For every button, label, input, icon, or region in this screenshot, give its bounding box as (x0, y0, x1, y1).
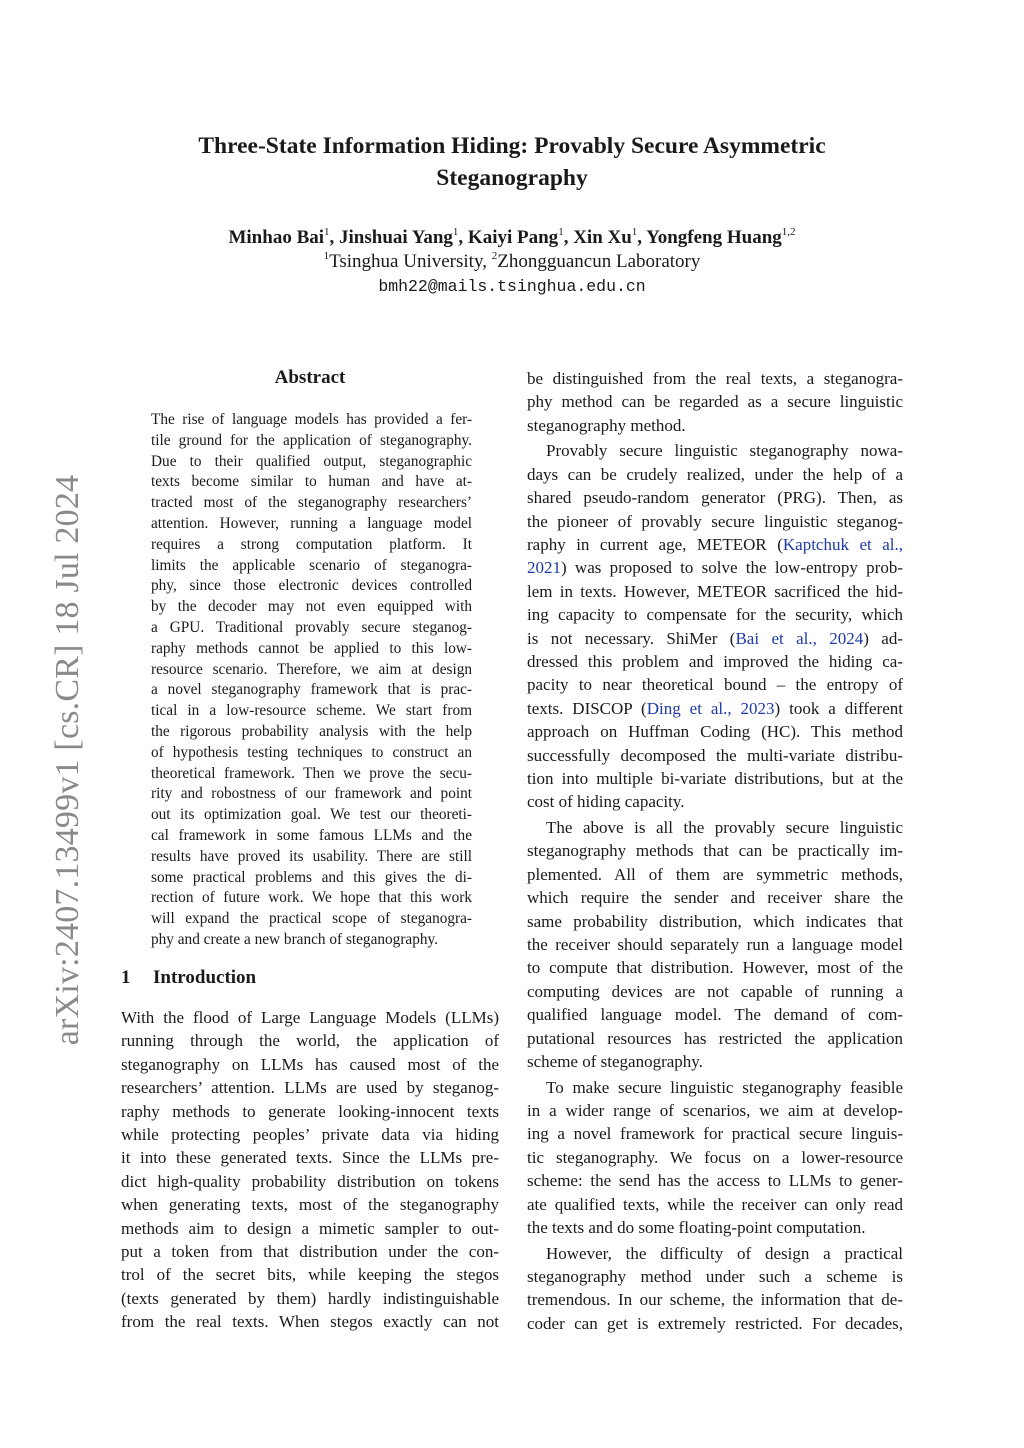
text-line: phy method can be regarded as a secure linguistic (527, 392, 903, 412)
text-line: the rigorous probability analysis with the help (151, 722, 472, 740)
citation-link[interactable]: Ding et al., 2023 (646, 698, 775, 718)
paper-title (0, 130, 1024, 194)
text-line: some practical problems and this gives the di- (151, 868, 472, 886)
text-line: Due to their qualified output, steganographic (151, 452, 472, 470)
text-line: will expand the practical scope of steganogra- (151, 910, 472, 928)
text-line: computing devices are not capable of running a (527, 981, 903, 1001)
text-line: running through the world, the application of (121, 1031, 499, 1051)
text-line: phy, since those electronic devices controlled (151, 577, 472, 595)
right-paragraph-3 (527, 816, 903, 1073)
text-line: tical in a low-resource scheme. We start from (151, 702, 472, 720)
text-line: qualified language model. The demand of com- (527, 1005, 903, 1025)
right-paragraph-2 (527, 439, 903, 813)
author-name: Jinshuai Yang (339, 227, 453, 248)
text-line: cost of hiding capacity. (527, 792, 685, 812)
affil-name: Zhongguancun Laboratory (497, 251, 701, 272)
author-affil-mark: 1,2 (781, 225, 796, 238)
text-line: resource scenario. Therefore, we aim at design (151, 660, 472, 678)
affiliations: $^1$Tsinghua University, $^2$Zhongguancun Laboratory (323, 249, 701, 272)
title-line: Three-State Information Hiding: Provably Secure Asymmetric (198, 133, 826, 159)
text-line: theoretical framework. Then we prove the secu- (151, 764, 472, 782)
text-line: attention. However, running a language model (151, 514, 472, 532)
text-line: out its optimization goal. We test our theoreti- (151, 806, 472, 824)
text-span: is not necessary. ShiMer ( (527, 628, 736, 648)
text-line (527, 556, 903, 579)
text-line: in a wider range of scenarios, we aim at develop- (527, 1101, 903, 1120)
right-paragraph-1 (527, 367, 903, 437)
title-line: Steganography (436, 165, 588, 191)
abstract-body (151, 410, 472, 951)
text-line: of hypothesis testing techniques to construct an (151, 743, 472, 761)
text-line: Provably secure linguistic steganography nowa- (546, 441, 903, 461)
text-span: texts. DISCOP ( (527, 698, 647, 718)
text-line: the texts and do some floating-point computation. (527, 1217, 866, 1237)
author-affil-mark: 1 (631, 225, 638, 238)
text-line: successfully decomposed the multi-variate distribu- (527, 745, 903, 765)
text-line: lem in texts. However, METEOR sacrificed the hid- (527, 581, 903, 601)
affil-mark: 1 (323, 249, 330, 262)
text-line: while protecting peoples’ private data via hiding (121, 1124, 499, 1144)
text-line: cal framework in some famous LLMs and the (151, 826, 472, 844)
author-name: Xin Xu (573, 227, 632, 248)
text-line: dressed this problem and improved the hiding ca- (527, 651, 903, 671)
text-line: raphy methods to generate looking-innocent texts (121, 1101, 499, 1121)
text-line: texts become similar to human and have at- (151, 473, 472, 491)
affil-name: Tsinghua University (329, 251, 483, 272)
text-line: same probability distribution, which indicates that (527, 911, 903, 931)
text-span: raphy in current age, METEOR ( (527, 535, 783, 555)
text-line: pacity to near theoretical bound – the entropy of (527, 675, 903, 695)
citation-link[interactable]: Bai et al., 2024 (735, 628, 864, 648)
text-line: phy and create a new branch of steganography. (151, 930, 438, 948)
text-line: With the flood of Large Language Models (LLMs) (121, 1008, 499, 1027)
text-line: approach on Huffman Coding (HC). This method (527, 722, 903, 742)
text-line: ate qualified texts, while the receiver can only read (527, 1194, 903, 1214)
text-line: to compute that distribution. However, most of the (527, 958, 903, 978)
text-line: which require the sender and receiver share the (527, 888, 903, 908)
text-line: ing a novel framework for practical secure linguis- (527, 1124, 903, 1144)
text-line (527, 627, 903, 650)
author-affil-mark: 1 (324, 225, 330, 238)
right-column (527, 367, 903, 1335)
author-name: Minhao Bai (228, 227, 325, 248)
text-line: steganography method under such a scheme is (527, 1267, 903, 1287)
text-line: steganography on LLMs has caused most of the (121, 1054, 499, 1074)
section-heading (121, 966, 256, 990)
text-line: scheme: the send has the access to LLMs to gener- (527, 1171, 903, 1191)
right-paragraph-5 (527, 1242, 903, 1336)
text-line: rection of future work. We hope that this work (151, 889, 472, 907)
text-line: coder can get is extremely restricted. For decades, (527, 1313, 903, 1333)
affil-mark: 2 (491, 249, 498, 262)
text-line: the pioneer of provably secure linguistic steganog- (527, 511, 903, 531)
author-name: Kaiyi Pang (467, 227, 559, 248)
author-affil-mark: 1 (558, 225, 564, 238)
text-line: it into these generated texts. Since the LLMs pre- (121, 1148, 499, 1168)
text-line: tremendous. In our scheme, the information that de- (527, 1290, 903, 1310)
text-line: The above is all the provably secure linguistic (546, 818, 903, 838)
text-line: trol of the secret bits, while keeping the stegos (121, 1265, 499, 1285)
text-line: a GPU. Traditional provably secure steganog- (151, 618, 472, 636)
text-line: To make secure linguistic steganography feasible (546, 1077, 903, 1097)
author-name: Yongfeng Huang (646, 227, 782, 248)
text-line: tion into multiple bi-variate distributions, but at the (527, 768, 903, 788)
text-line: plemented. All of them are symmetric methods, (527, 864, 903, 884)
text-line: rity and robostness of our framework and point (151, 785, 472, 803)
text-span: ) ad- (863, 628, 903, 648)
section-title: Introduction (153, 967, 257, 988)
citation-link[interactable]: Kaptchuk et al., (782, 535, 903, 555)
abstract-heading: Abstract (274, 367, 346, 388)
text-line (527, 533, 903, 556)
text-line: scheme of steganography. (527, 1051, 703, 1071)
text-line: tracted most of the steganography researchers’ (151, 494, 472, 512)
text-line: requires a strong computation platform. It (151, 535, 472, 553)
text-line: shared pseudo-random generator (PRG). Then, as (527, 488, 903, 508)
text-line: researchers’ attention. LLMs are used by steganog- (121, 1078, 499, 1098)
text-line: put a token from that distribution under the con- (121, 1241, 499, 1261)
right-paragraph-4 (527, 1076, 903, 1240)
text-line: limits the applicable scenario of steganogra- (151, 556, 472, 574)
text-line: days can be crudely realized, under the help of a (527, 464, 903, 484)
text-span: ) was proposed to solve the low-entropy prob- (561, 558, 903, 578)
text-line: be distinguished from the real texts, a steganogra- (527, 369, 903, 388)
text-line: However, the difficulty of design a practical (546, 1243, 903, 1263)
text-line: raphy methods cannot be applied to this low- (151, 639, 472, 657)
text-line: methods aim to design a mimetic sampler to out- (121, 1218, 499, 1238)
author-list: Minhao Bai$^1$, Jinshuai Yang$^1$, Kaiyi Pang$^1$, Xin Xu$^1$, Yongfeng Huang$^{1,2}$ (228, 225, 796, 248)
citation-link[interactable]: 2021 (527, 558, 561, 578)
text-line: tile ground for the application of steganography. (151, 431, 472, 449)
intro-left-column (121, 1006, 499, 1333)
text-line: by the decoder may not even equipped with (151, 598, 472, 616)
text-line: the receiver should separately run a language model (527, 934, 903, 954)
text-span: ) took a different (774, 698, 903, 718)
text-line: steganography methods that can be practically im- (527, 841, 903, 861)
author-email[interactable]: bmh22@mails.tsinghua.edu.cn (378, 277, 646, 296)
text-line: The rise of language models has provided a fer- (151, 411, 472, 428)
text-line: tic steganography. We focus on a lower-resource (527, 1147, 903, 1167)
text-line: putational resources has restricted the application (527, 1028, 903, 1048)
text-line: a novel steganography framework that is prac- (151, 681, 472, 699)
text-line: from the real texts. When stegos exactly can not (121, 1312, 499, 1332)
text-line: ing capacity to compensate for the security, which (527, 605, 903, 625)
text-line: dict high-quality probability distribution on tokens (121, 1171, 499, 1191)
text-line: when generating texts, most of the steganography (121, 1195, 499, 1215)
arxiv-stamp: arXiv:2407.13499v1 [cs.CR] 18 Jul 2024 (49, 474, 86, 1046)
text-line: results have proved its usability. There are still (151, 847, 472, 865)
author-affil-mark: 1 (452, 225, 459, 238)
text-line: steganography method. (527, 415, 686, 435)
text-line (527, 697, 903, 720)
text-line: (texts generated by them) hardly indistinguishable (121, 1288, 499, 1308)
section-number: 1 (121, 967, 131, 988)
